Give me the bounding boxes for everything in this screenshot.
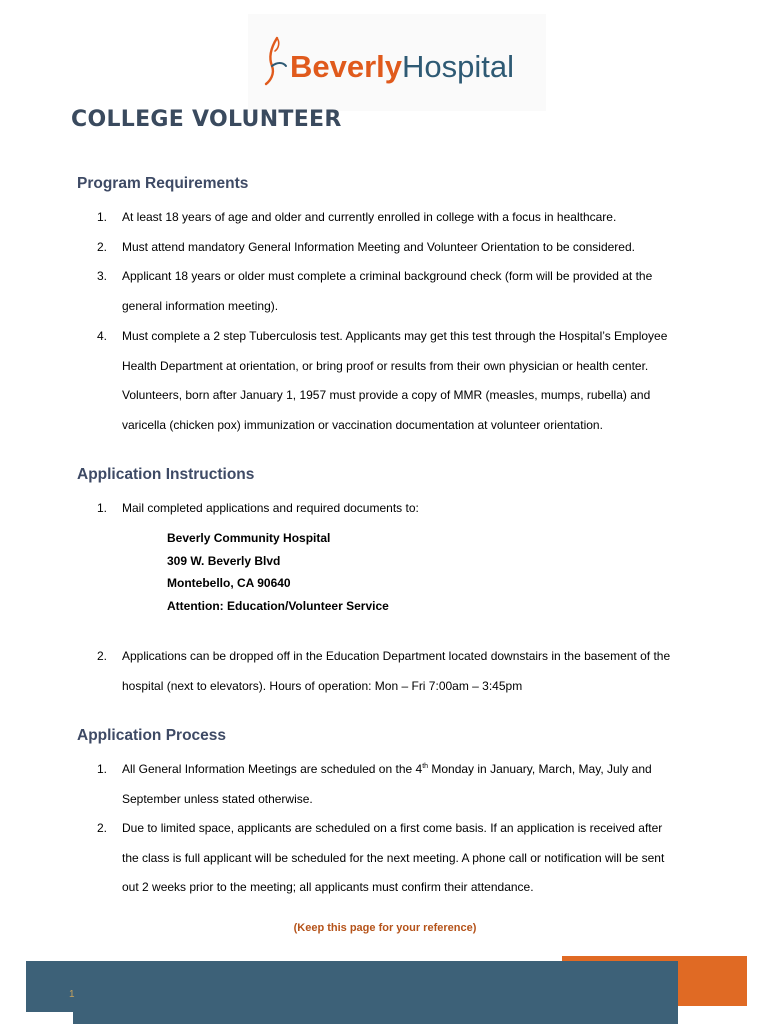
list-text: Mail completed applications and required documents to:	[122, 501, 419, 515]
list-number: 1.	[97, 501, 108, 515]
list-text: September unless stated otherwise.	[122, 791, 313, 806]
page-number: 1	[69, 989, 75, 1000]
list-text: general information meeting).	[122, 298, 279, 313]
reference-note: (Keep this page for your reference)	[293, 922, 477, 934]
list-text: Must attend mandatory General Information Meeting and Volunteer Orientation to be considered.	[122, 240, 635, 254]
list-number: 1.	[97, 762, 108, 776]
application-process-heading: Application Process	[77, 727, 227, 744]
list-number: 3.	[97, 269, 108, 283]
address-line: Beverly Community Hospital	[167, 531, 331, 545]
list-number: 4.	[97, 329, 108, 343]
ordinal-suffix: th	[422, 763, 429, 770]
list-text: Applicant 18 years or older must complete a criminal background check (form will be provided at the	[122, 269, 653, 283]
list-number: 2.	[97, 649, 108, 663]
logo-wordmark	[290, 49, 514, 85]
list-text: At least 18 years of age and older and currently enrolled in college with a focus in healthcare.	[122, 210, 617, 224]
program-requirements-heading: Program Requirements	[77, 175, 249, 192]
list-text: the class is full applicant will be scheduled for the next meeting. A phone call or notification will be sent	[122, 850, 665, 865]
text-segment: Monday in January, March, May, July and	[428, 762, 652, 776]
address-line: 309 W. Beverly Blvd	[167, 553, 281, 568]
list-number: 2.	[97, 240, 108, 254]
application-instructions-heading: Application Instructions	[77, 466, 255, 483]
list-text	[122, 755, 712, 785]
list-text: Health Department at orientation, or bring proof or results from their own physician or health center.	[122, 358, 649, 373]
list-text: Due to limited space, applicants are scheduled on a first come basis. If an application is received after	[122, 821, 663, 835]
page-title: COLLEGE VOLUNTEER	[71, 107, 342, 132]
list-text: hospital (next to elevators). Hours of operation: Mon – Fri 7:00am – 3:45pm	[122, 678, 523, 693]
logo-brand-text: Beverly	[290, 49, 403, 84]
mailing-address	[167, 527, 389, 617]
leaf-logo-icon	[264, 36, 288, 86]
text-segment: All General Information Meetings are scheduled on the 4	[122, 762, 423, 776]
list-text: out 2 weeks prior to the meeting; all applicants must confirm their attendance.	[122, 880, 534, 894]
list-number: 1.	[97, 210, 108, 224]
list-text: Volunteers, born after January 1, 1957 must provide a copy of MMR (measles, mumps, rubella) and	[122, 388, 651, 402]
footer-blue-band-lower	[73, 1000, 678, 1024]
list-text: Applications can be dropped off in the Education Department located downstairs in the basement of the	[122, 649, 671, 663]
address-line: Montebello, CA 90640	[167, 576, 291, 590]
list-number: 2.	[97, 821, 108, 835]
list-text: varicella (chicken pox) immunization or vaccination documentation at volunteer orientation.	[122, 417, 603, 432]
logo-suffix-text: Hospital	[402, 49, 515, 84]
hospital-logo	[248, 14, 546, 111]
address-line: Attention: Education/Volunteer Service	[167, 598, 389, 613]
list-text: Must complete a 2 step Tuberculosis test. Applicants may get this test through the Hospital’s Employee	[122, 329, 668, 343]
